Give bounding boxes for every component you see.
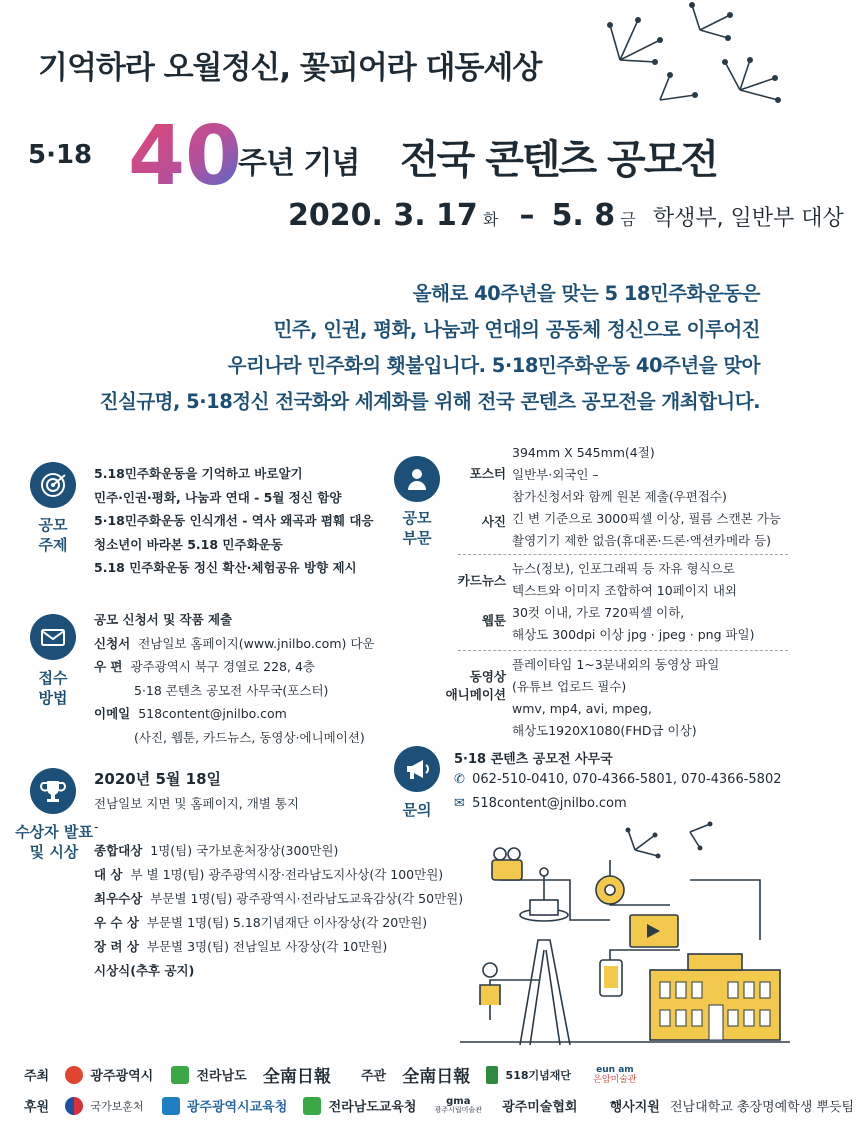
webtoon-key: 웹툰: [481, 613, 506, 628]
slogan: 기억하라 오월정신, 꽃피어라 대동세상: [38, 50, 542, 86]
dandelion-decoration-top: [600, 0, 800, 110]
topic-label: 공모 주제: [38, 516, 68, 554]
title-prefix: 5·18: [28, 140, 93, 170]
support-label: 행사지원: [609, 1100, 660, 1115]
topic-item: 5.18민주화운동을 기억하고 바로알기: [94, 466, 303, 481]
award-dash: -: [94, 819, 99, 834]
award-month: 5월: [155, 770, 181, 788]
contact-email-row: [454, 796, 627, 811]
city-illustration: [460, 820, 790, 1045]
gwangju-logo-icon: [65, 1066, 83, 1084]
period-start: 2020. 3. 17: [288, 198, 478, 233]
cardnews-key: 카드뉴스: [457, 573, 506, 588]
period-dash: –: [519, 198, 535, 233]
award-label: 수상자 발표 및 시상: [15, 823, 93, 861]
intro-line: 진실규명, 5·18정신 전국화와 세계화를 위해 전국 콘텐츠 공모전을 개최합니다.: [99, 390, 760, 413]
contact-email: 518content@jnilbo.com: [472, 796, 627, 811]
host-label: 주최: [24, 1069, 50, 1084]
person-icon: [394, 456, 440, 502]
period-target: 학생부, 일반부 대상: [652, 206, 844, 231]
intro-line: 민주, 인권, 평화, 나눔과 연대의 공동체 정신으로 이루어진: [273, 318, 760, 341]
submit-details: 공모 신청서 및 작품 제출 신청서 전남일보 홈페이지(www.jnilbo.com) 다운 우 편 광주광역시 북구 경열로 228, 4층 5·18 콘텐츠 공모전 사무국(포스터) 이메일 518content@jnilbo.com (사진, 웹툰, 카드뉴스, 동영상·에니메이션): [94, 608, 375, 749]
jeonnam-edu-logo-icon: [303, 1097, 321, 1115]
prize-row: 우 수 상 부문별 1명(팀) 5.18기념재단 이사장상(각 20만원): [94, 914, 428, 930]
topic-item: 5·18민주화운동 인식개선 - 역사 왜곡과 폄훼 대응: [94, 513, 374, 528]
target-icon: [30, 462, 76, 508]
title-row: [28, 109, 788, 206]
award-year: 2020년: [94, 770, 151, 788]
prize-row: 대 상 부 별 1명(팀) 광주광역시장·전라남도지사상(각 100만원): [94, 866, 444, 882]
gwangju-edu-logo-icon: [162, 1097, 180, 1115]
video-key: 동영상 애니메이션: [445, 669, 506, 702]
contact-office: 5·18 콘텐츠 공모전 사무국: [454, 752, 613, 767]
topic-item: 청소년이 바라본 5.18 민주화운동: [94, 536, 283, 552]
mpva-logo-icon: [65, 1097, 83, 1115]
prize-row: 장 려 상 부문별 3명(팀) 전남일보 사장상(각 10만원): [94, 938, 388, 954]
megaphone-icon: [394, 746, 440, 792]
phone-icon: ✆: [454, 772, 465, 787]
ceremony-note: 시상식(추후 공지): [94, 962, 195, 978]
period-end-day: 금: [620, 210, 636, 229]
divider: [458, 554, 788, 555]
title-contest: 전국 콘텐츠 공모전: [400, 137, 717, 183]
award-notice: 전남일보 지면 및 홈페이지, 개별 통지: [94, 795, 299, 811]
sponsor-label: 후원: [24, 1100, 50, 1115]
title-number: [128, 109, 243, 204]
divider: [458, 650, 788, 651]
contact-phone-row: [454, 772, 782, 787]
intro-line: 올해로 40주년을 맞는 5 18민주화운동은: [412, 282, 760, 305]
footer: [0, 1048, 855, 1131]
period-end: 5. 8: [551, 198, 616, 233]
eunam-logo: eun am 은암미술관: [593, 1064, 637, 1085]
jeonnam-logo-icon: [171, 1066, 189, 1084]
contact-label: 문의: [402, 801, 432, 819]
photo-key: 사진: [481, 514, 506, 529]
submit-head: 공모 신청서 및 작품 제출: [94, 612, 233, 627]
footer-sponsor-row: 후원 국가보훈처 광주광역시교육청 전라남도교육청 gma 광주시립미술관 광주미술협회 행사지원 전남대학교 총장명예학생 뿌듯팀: [24, 1095, 855, 1115]
518-foundation-logo-icon: [486, 1066, 498, 1084]
intro-line: 우리나라 민주화의 횃불입니다. 5·18민주화운동 40주년을 맞아: [227, 354, 760, 377]
intro-text: [20, 276, 760, 420]
organizer-label: 주관: [361, 1069, 387, 1084]
category-label: 공모 부문: [402, 509, 432, 547]
topic-item: 5.18 민주화운동 정신 확산·체험공유 방향 제시: [94, 560, 357, 575]
contest-period: [288, 198, 844, 233]
poster-key: 포스터: [469, 466, 506, 481]
mail-icon: [30, 614, 76, 660]
trophy-icon: [30, 768, 76, 814]
submit-label: 접수 방법: [38, 669, 68, 707]
title-number-text: 40: [128, 109, 243, 204]
period-start-day: 화: [482, 210, 499, 229]
topic-item: 민주·인권·평화, 나눔과 연대 - 5월 정신 함양: [94, 489, 342, 505]
award-day: 18일: [185, 770, 222, 788]
contact-phone: 062-510-0410, 070-4366-5801, 070-4366-5802: [472, 772, 782, 787]
footer-host-row: 주최 광주광역시 전라남도 全南日報 주관 全南日報 518기념재단 eun am 은암미술관: [24, 1062, 645, 1087]
title-anniversary: 주년 기념: [238, 146, 360, 181]
prize-row: 종합대상 1명(팀) 국가보훈처장상(300만원): [94, 842, 339, 858]
gma-logo: gma 광주시립미술관: [434, 1095, 482, 1114]
prize-row: 최우수상 부문별 1명(팀) 광주광역시·전라남도교육감상(각 50만원): [94, 890, 464, 906]
poster: 기억하라 오월정신, 꽃피어라 대동세상 5·18 40 주년 기념 전국 콘텐츠 공모전 2020. 3. 17 화 – 5. 8 금 학생부, 일반부 대상 올해로 40주년을 맞는 5 18민주화운동은 민주, 인권, 평화, 나눔과 연대의 공동체 정신으로 이루어진 우리나라 민주화의 횃불입니다. 5·18민주화운동 40주년을 맞아 진실규명, 5·18정신 전국화와 세계화를 위해 전국 콘텐츠 공모전을 개최합니다. 공모 주제 5.18민주화운동을 기억하고 바로알기 민주·인권·평화, 나눔과 연대 - 5월 정신 함양 5·18민주화운동 인식개선 - 역사 왜곡과 폄훼 대응 청소년이 바라본 5.18 민주화운동 5.18 민주화운동 정신 확산·체험공유 방향 제시 접수 방법 공모 신청서 및 작품 제출 신청서 전남일보 홈페이지(www.jnilbo.com) 다운 우 편 광주광역시 북구 경열로 228, 4층 5·18 콘텐츠 공모전 사무국(포스터) 이메일 518content@jnilbo.com (사진, 웹툰, 카드뉴스, 동영상·에니메이션) 수상자 발표 및 시상 2020년 5월 18일 전남일보 지면 및 홈페이지, 개별 통지 - 종합대상 1명(팀) 국가보훈처장상(300만원) 대 상 부 별 1명(팀) 광주광역시장·전라남도지사상(각 100만원) 최우수상 부문별 1명(팀) 광주광역시·전라남도교육감상(각 50만원) 우 수 상 부문별 1명(팀) 5.18기념재단 이사장상(각 20만원) 장 려 상 부문별 3명(팀) 전남일보 사장상(각 10만원) 시상식(추후 공지) 공모 부문 포스터 394mm X 545mm(4절) 일반부·외국인 – 참가신청서와 함께 원본 제출(우편접수) 사진 긴 변 기준으로 3000픽셀 이상, 필름 스캔본 가능 촬영기기 제한 없음(휴대폰·드론·액션카메라 등) 카드뉴스 뉴스(정보), 인포그래픽 등 자유 형식으로 텍스트와 이미지 조합하여 10페이지 내외 웹툰 30컷 이내, 가로 720픽셀 이하, 해상도 300dpi 이상 jpg · jpeg · png 파일) 동영상 애니메이션 플레이타임 1~3분내외의 동영상 파일 (유튜브 업로드 필수) wmv, mp4, avi, mpeg, 해상도1920X1080(FHD급 이상) 문의 5·18 콘텐츠 공모전 사무국 ✆ 062-510-0410, 070-4366-5801, 070-4366-5802 ✉ 518content@jnilbo.com 주최 광주광역시 전라남도 全南日報 주관 全南日報 518기념재단 eun am 은암미술관 후원 국가보훈처 광주광역시교육청 전라남도교육청 gma 광주시립미술관 광주미술협회 행사지원 전남대학교 총장명예학생 뿌듯팀: [0, 0, 800, 1131]
topic-list: [94, 462, 374, 580]
envelope-icon: ✉: [454, 796, 465, 811]
